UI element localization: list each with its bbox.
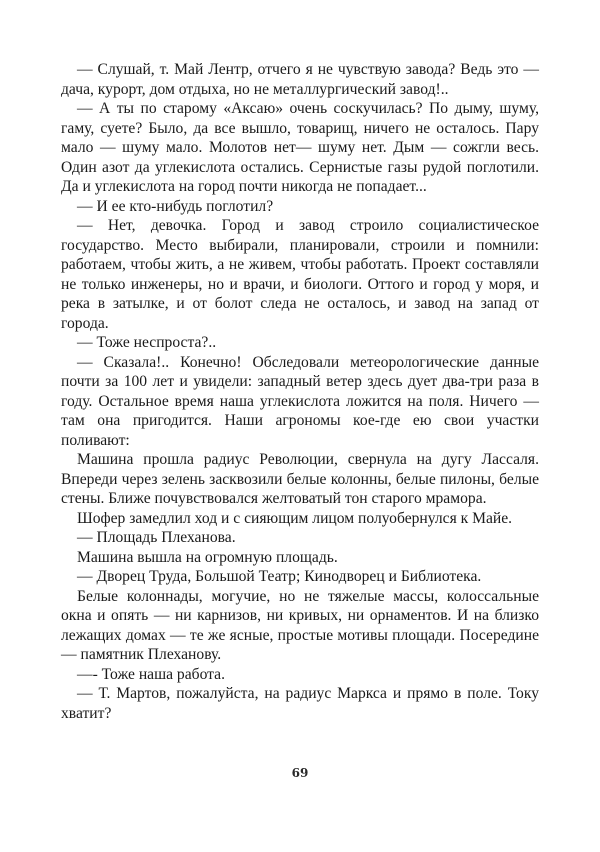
paragraph: — Нет, девочка. Город и завод строило социалистическое государство. Место выбирали, планировали, строили и помнили: работаем, чтобы жить, а не живем, чтобы работать. Проект составляли не только инженеры, но и врачи, и биологи. Оттого и город у моря, и река в затылке, и от болот следа не осталось, и завод на запад от города. bbox=[61, 217, 539, 332]
paragraph: Белые колоннады, могучие, но не тяжелые массы, колоссальные окна и опять — ни карнизов, ни кривых, ни орнаментов. И на близко лежащих домах — те же ясные, простые мотивы площади. Посередине — памятник Плеханову. bbox=[61, 587, 539, 663]
paragraph: — Дворец Труда, Большой Театр; Кинодворец и Библиотека. bbox=[77, 568, 482, 585]
paragraph: — Тоже неспроста?.. bbox=[77, 334, 217, 351]
paragraph: Машина вышла на огромную площадь. bbox=[77, 548, 338, 566]
paragraph: — Слушай, т. Май Лентр, отчего я не чувствую завода? Ведь это — дача, курорт, дом отдыха, но не металлургический завод!.. bbox=[61, 61, 539, 98]
body-text bbox=[61, 60, 539, 723]
paragraph: — А ты по старому «Аксаю» очень соскучилась? По дыму, шуму, гаму, суете? Было, да все вышло, товарищ, ничего не осталось. Пару мало — шуму мало. Молотов нет— шуму нет. Дым — сожгли весь. Один азот да углекислота остались. Сернистые газы рудой поглотили. Да и углекислота на город почти никогда не попадает... bbox=[61, 100, 539, 195]
paragraph: — И ее кто-нибудь поглотил? bbox=[77, 197, 274, 215]
paragraph: —- Тоже наша работа. bbox=[77, 665, 225, 683]
paragraph: — Т. Мартов, пожалуйста, на радиус Маркса и прямо в поле. Току хватит? bbox=[61, 685, 539, 722]
paragraph: — Площадь Плеханова. bbox=[77, 529, 236, 546]
paragraph: — Сказала!.. Конечно! Обследовали метеорологические данные почти за 100 лет и увидели: западный ветер здесь дует два-три раза в году. Остальное время наша углекислота ложится на поля. Ничего — там она пригодится. Наши агрономы кое-где ею свои участки поливают: bbox=[61, 353, 539, 449]
paragraph: Машина прошла радиус Революции, свернула на дугу Лассаля. Впереди через зелень засквозили белые колонны, белые пилоны, белые стены. Ближе почувствовался желтоватый тон старого мрамора. bbox=[61, 451, 539, 507]
paragraph: Шофер замедлил ход и с сияющим лицом полуобернулся к Майе. bbox=[77, 509, 513, 527]
page-number: 69 bbox=[291, 766, 309, 780]
